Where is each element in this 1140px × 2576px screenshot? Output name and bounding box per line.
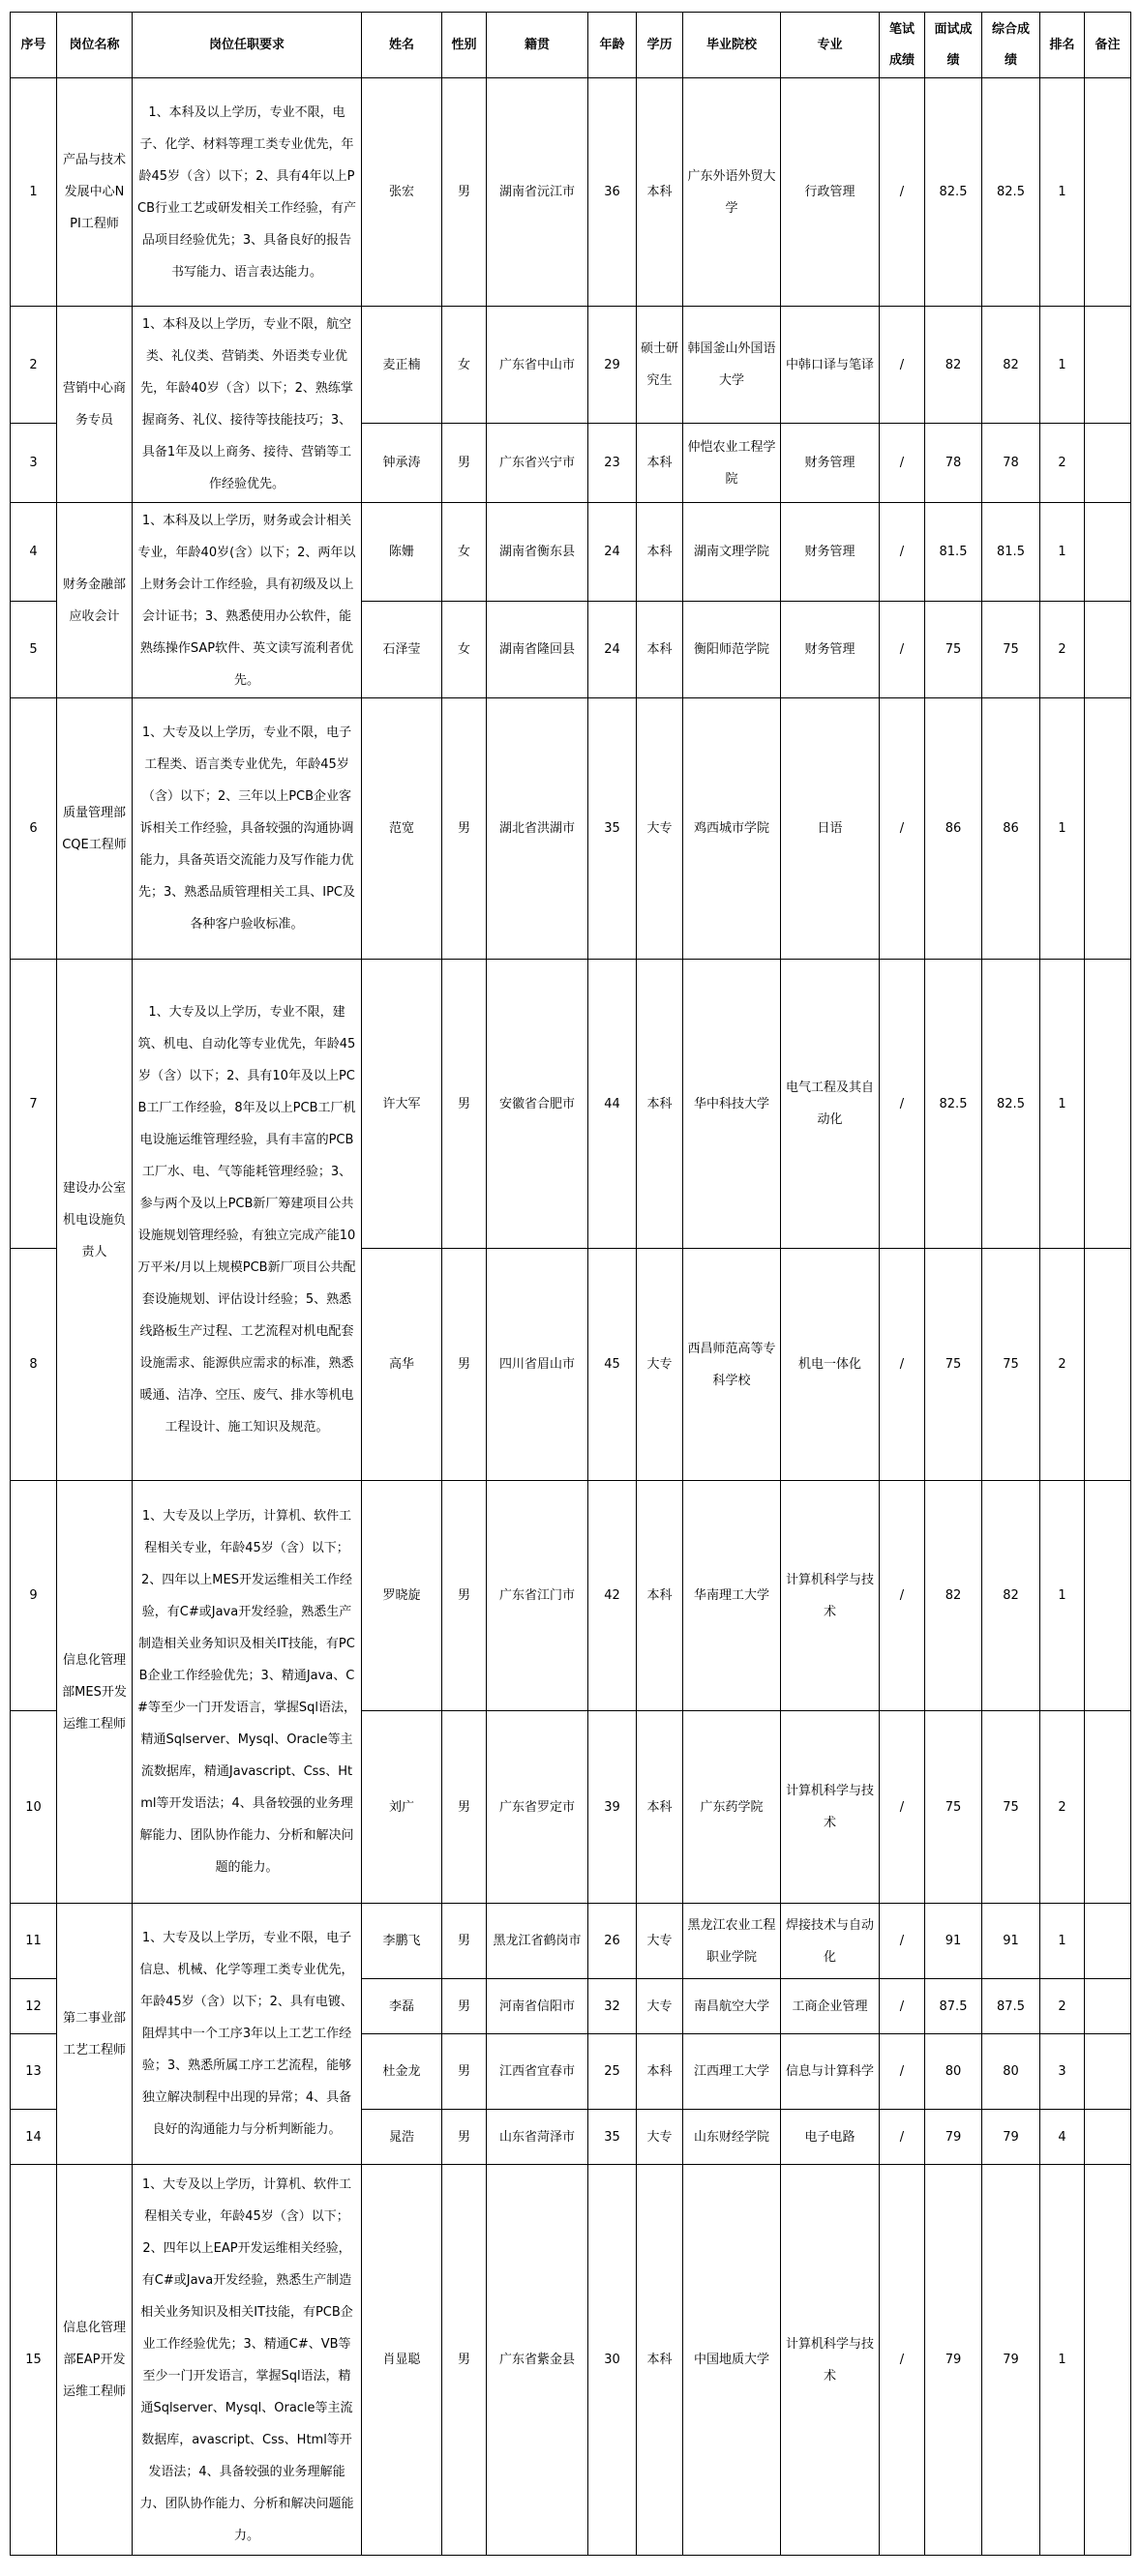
cell-origin: 湖南省隆回县 <box>487 602 588 698</box>
cell-origin: 江西省宜春市 <box>487 2034 588 2110</box>
cell-name: 杜金龙 <box>362 2034 442 2110</box>
cell-name: 钟承涛 <box>362 424 442 503</box>
cell-name: 晁浩 <box>362 2110 442 2165</box>
cell-education: 本科 <box>637 602 683 698</box>
cell-age: 36 <box>588 78 637 307</box>
cell-position: 建设办公室机电设施负责人 <box>57 960 133 1481</box>
cell-gender: 男 <box>442 78 487 307</box>
cell-interview-score: 78 <box>925 424 982 503</box>
cell-requirements: 1、大专及以上学历，专业不限，建筑、机电、自动化等专业优先，年龄45岁（含）以下；2、具有10年及以上PCB工厂工作经验，8年及以上PCB工厂机电设施运维管理经验，具有丰富的PCB工厂水、电、气等能耗管理经验；3、参与两个及以上PCB新厂筹建项目公共设施规划管理经验，有独立完成产能10万平米/月以上规模PCB新厂项目公共配套设施规划、评估设计经验；5、熟悉线路板生产过程、工艺流程对机电配套设施需求、能源供应需求的标准，熟悉暖通、洁净、空压、废气、排水等机电工程设计、施工知识及规范。 <box>133 960 362 1481</box>
cell-school: 中国地质大学 <box>683 2165 781 2556</box>
cell-no: 10 <box>11 1711 57 1904</box>
cell-no: 5 <box>11 602 57 698</box>
cell-age: 35 <box>588 2110 637 2165</box>
cell-total-score: 75 <box>982 602 1040 698</box>
cell-education: 本科 <box>637 78 683 307</box>
cell-rank: 1 <box>1040 78 1085 307</box>
cell-interview-score: 75 <box>925 1711 982 1904</box>
cell-written-score: / <box>880 307 925 424</box>
cell-position: 财务金融部应收会计 <box>57 503 133 698</box>
header-rank: 排名 <box>1040 13 1085 78</box>
cell-age: 44 <box>588 960 637 1249</box>
cell-age: 24 <box>588 503 637 602</box>
cell-origin: 广东省兴宁市 <box>487 424 588 503</box>
cell-position: 信息化管理部MES开发运维工程师 <box>57 1481 133 1904</box>
cell-rank: 2 <box>1040 1711 1085 1904</box>
cell-total-score: 78 <box>982 424 1040 503</box>
cell-requirements: 1、本科及以上学历，财务或会计相关专业，年龄40岁(含）以下；2、两年以上财务会计工作经验，具有初级及以上会计证书；3、熟悉使用办公软件，能熟练操作SAP软件、英文读写流利者优先。 <box>133 503 362 698</box>
header-interview-score: 面试成绩 <box>925 13 982 78</box>
cell-age: 24 <box>588 602 637 698</box>
cell-requirements: 1、大专及以上学历，计算机、软件工程相关专业，年龄45岁（含）以下；2、四年以上EAP开发运维相关经验，有C#或Java开发经验，熟悉生产制造相关业务知识及相关IT技能，有PCB企业工作经验优先；3、精通C#、VB等至少一门开发语言，掌握Sql语法，精通Sqlserver、Mysql、Oracle等主流数据库，avascript、Css、Html等开发语法；4、具备较强的业务理解能力、团队协作能力、分析和解决问题能力。 <box>133 2165 362 2556</box>
cell-origin: 广东省紫金县 <box>487 2165 588 2556</box>
cell-age: 35 <box>588 698 637 960</box>
cell-total-score: 86 <box>982 698 1040 960</box>
results-table <box>10 12 1131 2556</box>
cell-written-score: / <box>880 1711 925 1904</box>
cell-interview-score: 75 <box>925 602 982 698</box>
cell-remark <box>1085 1979 1131 2034</box>
cell-total-score: 80 <box>982 2034 1040 2110</box>
cell-age: 32 <box>588 1979 637 2034</box>
cell-major: 中韩口译与笔译 <box>781 307 880 424</box>
cell-remark <box>1085 503 1131 602</box>
cell-requirements: 1、本科及以上学历，专业不限，电子、化学、材料等理工类专业优先，年龄45岁（含）以下；2、具有4年以上PCB行业工艺或研发相关工作经验，有产品项目经验优先；3、具备良好的报告书写能力、语言表达能力。 <box>133 78 362 307</box>
cell-rank: 2 <box>1040 602 1085 698</box>
cell-gender: 男 <box>442 1904 487 1979</box>
cell-no: 12 <box>11 1979 57 2034</box>
cell-major: 计算机科学与技术 <box>781 2165 880 2556</box>
cell-education: 硕士研究生 <box>637 307 683 424</box>
cell-gender: 男 <box>442 1711 487 1904</box>
cell-rank: 2 <box>1040 424 1085 503</box>
cell-origin: 山东省菏泽市 <box>487 2110 588 2165</box>
cell-name: 高华 <box>362 1249 442 1481</box>
cell-no: 3 <box>11 424 57 503</box>
cell-rank: 2 <box>1040 1249 1085 1481</box>
cell-total-score: 75 <box>982 1249 1040 1481</box>
cell-school: 仲恺农业工程学院 <box>683 424 781 503</box>
cell-rank: 1 <box>1040 2165 1085 2556</box>
header-age: 年龄 <box>588 13 637 78</box>
cell-major: 信息与计算科学 <box>781 2034 880 2110</box>
cell-gender: 男 <box>442 2034 487 2110</box>
cell-name: 肖显聪 <box>362 2165 442 2556</box>
cell-written-score: / <box>880 78 925 307</box>
cell-written-score: / <box>880 960 925 1249</box>
table-row <box>11 960 1131 1249</box>
cell-gender: 男 <box>442 698 487 960</box>
cell-remark <box>1085 2034 1131 2110</box>
cell-written-score: / <box>880 602 925 698</box>
header-school: 毕业院校 <box>683 13 781 78</box>
cell-requirements: 1、大专及以上学历，专业不限，电子工程类、语言类专业优先，年龄45岁（含）以下；2、三年以上PCB企业客诉相关工作经验，具备较强的沟通协调能力，具备英语交流能力及写作能力优先；3、熟悉品质管理相关工具、IPC及各种客户验收标准。 <box>133 698 362 960</box>
cell-no: 4 <box>11 503 57 602</box>
cell-education: 本科 <box>637 960 683 1249</box>
cell-remark <box>1085 424 1131 503</box>
cell-education: 大专 <box>637 1979 683 2034</box>
cell-position: 产品与技术发展中心NPI工程师 <box>57 78 133 307</box>
cell-origin: 四川省眉山市 <box>487 1249 588 1481</box>
cell-name: 范宽 <box>362 698 442 960</box>
cell-school: 华中科技大学 <box>683 960 781 1249</box>
table-row <box>11 78 1131 307</box>
cell-school: 山东财经学院 <box>683 2110 781 2165</box>
cell-name: 张宏 <box>362 78 442 307</box>
cell-rank: 1 <box>1040 503 1085 602</box>
cell-total-score: 91 <box>982 1904 1040 1979</box>
header-remark: 备注 <box>1085 13 1131 78</box>
cell-written-score: / <box>880 503 925 602</box>
cell-written-score: / <box>880 1979 925 2034</box>
cell-school: 韩国釜山外国语大学 <box>683 307 781 424</box>
cell-major: 行政管理 <box>781 78 880 307</box>
table-row <box>11 307 1131 424</box>
cell-name: 刘广 <box>362 1711 442 1904</box>
cell-major: 日语 <box>781 698 880 960</box>
cell-total-score: 82 <box>982 307 1040 424</box>
cell-education: 本科 <box>637 1481 683 1711</box>
cell-interview-score: 87.5 <box>925 1979 982 2034</box>
table-row <box>11 1481 1131 1711</box>
cell-major: 计算机科学与技术 <box>781 1481 880 1711</box>
cell-school: 黑龙江农业工程职业学院 <box>683 1904 781 1979</box>
cell-origin: 湖南省衡东县 <box>487 503 588 602</box>
cell-origin: 安徽省合肥市 <box>487 960 588 1249</box>
cell-name: 石泽莹 <box>362 602 442 698</box>
cell-name: 李磊 <box>362 1979 442 2034</box>
cell-remark <box>1085 602 1131 698</box>
cell-education: 大专 <box>637 698 683 960</box>
cell-major: 焊接技术与自动化 <box>781 1904 880 1979</box>
cell-age: 29 <box>588 307 637 424</box>
cell-major: 电气工程及其自动化 <box>781 960 880 1249</box>
cell-interview-score: 79 <box>925 2165 982 2556</box>
cell-no: 8 <box>11 1249 57 1481</box>
header-major: 专业 <box>781 13 880 78</box>
cell-origin: 黑龙江省鹤岗市 <box>487 1904 588 1979</box>
cell-interview-score: 82 <box>925 307 982 424</box>
cell-total-score: 81.5 <box>982 503 1040 602</box>
cell-rank: 1 <box>1040 1481 1085 1711</box>
cell-name: 罗晓旋 <box>362 1481 442 1711</box>
cell-interview-score: 82.5 <box>925 78 982 307</box>
cell-education: 本科 <box>637 503 683 602</box>
cell-total-score: 82 <box>982 1481 1040 1711</box>
header-total-score: 综合成绩 <box>982 13 1040 78</box>
cell-education: 本科 <box>637 2165 683 2556</box>
cell-position: 营销中心商务专员 <box>57 307 133 503</box>
cell-school: 湖南文理学院 <box>683 503 781 602</box>
cell-major: 电子电路 <box>781 2110 880 2165</box>
cell-no: 11 <box>11 1904 57 1979</box>
cell-written-score: / <box>880 1481 925 1711</box>
header-position: 岗位名称 <box>57 13 133 78</box>
cell-remark <box>1085 78 1131 307</box>
cell-origin: 河南省信阳市 <box>487 1979 588 2034</box>
cell-education: 本科 <box>637 424 683 503</box>
cell-school: 广东外语外贸大学 <box>683 78 781 307</box>
cell-remark <box>1085 1904 1131 1979</box>
cell-age: 23 <box>588 424 637 503</box>
cell-gender: 男 <box>442 2110 487 2165</box>
header-education: 学历 <box>637 13 683 78</box>
cell-age: 42 <box>588 1481 637 1711</box>
header-name: 姓名 <box>362 13 442 78</box>
cell-origin: 湖北省洪湖市 <box>487 698 588 960</box>
cell-school: 西昌师范高等专科学校 <box>683 1249 781 1481</box>
cell-remark <box>1085 960 1131 1249</box>
cell-name: 陈姗 <box>362 503 442 602</box>
header-row <box>11 13 1131 78</box>
cell-education: 本科 <box>637 2034 683 2110</box>
cell-interview-score: 82.5 <box>925 960 982 1249</box>
cell-major: 计算机科学与技术 <box>781 1711 880 1904</box>
cell-requirements: 1、大专及以上学历，专业不限，电子信息、机械、化学等理工类专业优先，年龄45岁（含）以下；2、具有电镀、阻焊其中一个工序3年以上工艺工作经验；3、熟悉所属工序工艺流程，能够独立解决制程中出现的异常；4、具备良好的沟通能力与分析判断能力。 <box>133 1904 362 2165</box>
cell-origin: 广东省罗定市 <box>487 1711 588 1904</box>
cell-gender: 男 <box>442 424 487 503</box>
cell-gender: 女 <box>442 307 487 424</box>
cell-name: 麦正楠 <box>362 307 442 424</box>
cell-total-score: 82.5 <box>982 78 1040 307</box>
table-body <box>11 78 1131 2556</box>
cell-school: 江西理工大学 <box>683 2034 781 2110</box>
cell-total-score: 79 <box>982 2165 1040 2556</box>
cell-interview-score: 80 <box>925 2034 982 2110</box>
cell-no: 13 <box>11 2034 57 2110</box>
header-no: 序号 <box>11 13 57 78</box>
cell-remark <box>1085 2110 1131 2165</box>
cell-origin: 广东省江门市 <box>487 1481 588 1711</box>
cell-age: 25 <box>588 2034 637 2110</box>
cell-gender: 男 <box>442 1481 487 1711</box>
cell-rank: 4 <box>1040 2110 1085 2165</box>
cell-education: 大专 <box>637 1904 683 1979</box>
cell-total-score: 79 <box>982 2110 1040 2165</box>
cell-school: 南昌航空大学 <box>683 1979 781 2034</box>
cell-origin: 湖南省沅江市 <box>487 78 588 307</box>
cell-school: 衡阳师范学院 <box>683 602 781 698</box>
cell-no: 6 <box>11 698 57 960</box>
cell-name: 李鹏飞 <box>362 1904 442 1979</box>
cell-school: 广东药学院 <box>683 1711 781 1904</box>
cell-no: 15 <box>11 2165 57 2556</box>
cell-total-score: 87.5 <box>982 1979 1040 2034</box>
cell-age: 39 <box>588 1711 637 1904</box>
cell-written-score: / <box>880 2034 925 2110</box>
cell-position: 第二事业部工艺工程师 <box>57 1904 133 2165</box>
cell-rank: 1 <box>1040 1904 1085 1979</box>
cell-no: 14 <box>11 2110 57 2165</box>
cell-no: 7 <box>11 960 57 1249</box>
cell-remark <box>1085 698 1131 960</box>
cell-gender: 女 <box>442 503 487 602</box>
cell-written-score: / <box>880 424 925 503</box>
cell-major: 财务管理 <box>781 602 880 698</box>
cell-no: 2 <box>11 307 57 424</box>
cell-written-score: / <box>880 698 925 960</box>
cell-rank: 1 <box>1040 698 1085 960</box>
cell-written-score: / <box>880 2110 925 2165</box>
cell-age: 45 <box>588 1249 637 1481</box>
cell-age: 26 <box>588 1904 637 1979</box>
cell-interview-score: 75 <box>925 1249 982 1481</box>
cell-gender: 男 <box>442 1979 487 2034</box>
cell-name: 许大军 <box>362 960 442 1249</box>
cell-major: 工商企业管理 <box>781 1979 880 2034</box>
cell-education: 大专 <box>637 2110 683 2165</box>
cell-remark <box>1085 307 1131 424</box>
cell-remark <box>1085 1711 1131 1904</box>
cell-written-score: / <box>880 2165 925 2556</box>
cell-position: 信息化管理部EAP开发运维工程师 <box>57 2165 133 2556</box>
cell-major: 机电一体化 <box>781 1249 880 1481</box>
cell-age: 30 <box>588 2165 637 2556</box>
cell-interview-score: 91 <box>925 1904 982 1979</box>
cell-position: 质量管理部CQE工程师 <box>57 698 133 960</box>
cell-rank: 2 <box>1040 1979 1085 2034</box>
cell-no: 9 <box>11 1481 57 1711</box>
cell-interview-score: 82 <box>925 1481 982 1711</box>
cell-origin: 广东省中山市 <box>487 307 588 424</box>
header-gender: 性别 <box>442 13 487 78</box>
cell-education: 本科 <box>637 1711 683 1904</box>
table-row <box>11 1904 1131 1979</box>
cell-gender: 男 <box>442 2165 487 2556</box>
cell-gender: 女 <box>442 602 487 698</box>
cell-written-score: / <box>880 1249 925 1481</box>
table-row <box>11 2165 1131 2556</box>
cell-education: 大专 <box>637 1249 683 1481</box>
table-row <box>11 503 1131 602</box>
header-requirements: 岗位任职要求 <box>133 13 362 78</box>
cell-major: 财务管理 <box>781 503 880 602</box>
cell-rank: 1 <box>1040 307 1085 424</box>
cell-gender: 男 <box>442 1249 487 1481</box>
header-origin: 籍贯 <box>487 13 588 78</box>
cell-no: 1 <box>11 78 57 307</box>
cell-interview-score: 86 <box>925 698 982 960</box>
cell-rank: 3 <box>1040 2034 1085 2110</box>
cell-total-score: 82.5 <box>982 960 1040 1249</box>
cell-rank: 1 <box>1040 960 1085 1249</box>
cell-interview-score: 79 <box>925 2110 982 2165</box>
cell-school: 华南理工大学 <box>683 1481 781 1711</box>
cell-remark <box>1085 1481 1131 1711</box>
table-row <box>11 698 1131 960</box>
cell-gender: 男 <box>442 960 487 1249</box>
cell-requirements: 1、本科及以上学历，专业不限，航空类、礼仪类、营销类、外语类专业优先，年龄40岁（含）以下；2、熟练掌握商务、礼仪、接待等技能技巧；3、具备1年及以上商务、接待、营销等工作经验优先。 <box>133 307 362 503</box>
cell-remark <box>1085 1249 1131 1481</box>
cell-total-score: 75 <box>982 1711 1040 1904</box>
cell-interview-score: 81.5 <box>925 503 982 602</box>
header-written-score: 笔试成绩 <box>880 13 925 78</box>
cell-written-score: / <box>880 1904 925 1979</box>
cell-major: 财务管理 <box>781 424 880 503</box>
cell-remark <box>1085 2165 1131 2556</box>
cell-school: 鸡西城市学院 <box>683 698 781 960</box>
cell-requirements: 1、大专及以上学历，计算机、软件工程相关专业，年龄45岁（含）以下；2、四年以上MES开发运维相关工作经验，有C#或Java开发经验，熟悉生产制造相关业务知识及相关IT技能，有PCB企业工作经验优先；3、精通Java、C#等至少一门开发语言，掌握Sql语法，精通Sqlserver、Mysql、Oracle等主流数据库，精通Javascript、Css、Html等开发语法；4、具备较强的业务理解能力、团队协作能力、分析和解决问题的能力。 <box>133 1481 362 1904</box>
